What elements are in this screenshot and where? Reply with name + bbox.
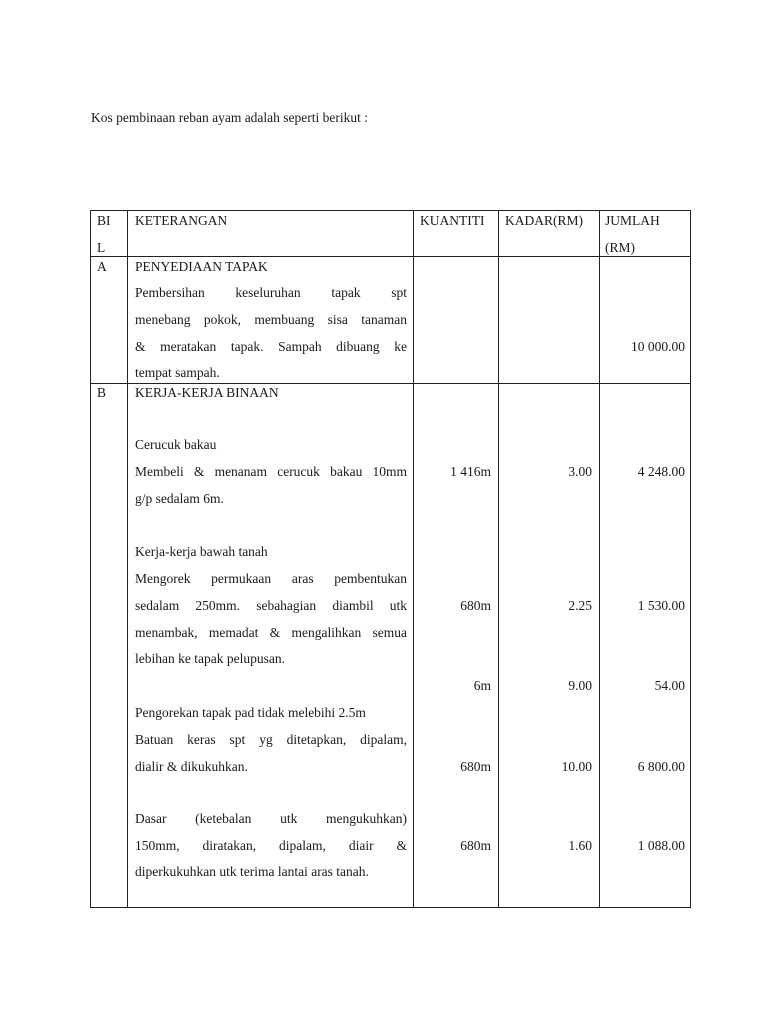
row-a-title: PENYEDIAAN TAPAK [135, 259, 268, 274]
dasar-desc-line: Dasar (ketebalan utk mengukuhkan) [135, 811, 407, 826]
row-divider [91, 256, 690, 257]
row-a-desc-line: & meratakan tapak. Sampah dibuang ke [135, 339, 407, 354]
row-a-jumlah: 10 000.00 [631, 339, 685, 354]
cerucuk-heading: Cerucuk bakau [135, 437, 217, 452]
row-a-desc-line: Pembersihan keseluruhan tapak spt [135, 285, 407, 300]
batuan-kadar: 10.00 [561, 759, 592, 774]
batuan-desc-line: dialir & dikukuhkan. [135, 759, 248, 774]
cerucuk-desc-line: Membeli & menanam cerucuk bakau 10mm [135, 464, 407, 479]
row-divider [91, 383, 690, 384]
pad-heading: Pengorekan tapak pad tidak melebihi 2.5m [135, 705, 366, 720]
bawah-tanah-kadar: 2.25 [568, 598, 592, 613]
column-divider [413, 211, 414, 907]
bawah-tanah-desc-line: sedalam 250mm. sebahagian diambil utk [135, 598, 407, 613]
dasar-kadar: 1.60 [568, 838, 592, 853]
row-a-bil: A [97, 259, 107, 274]
header-kuantiti: KUANTITI [420, 213, 485, 228]
header-jumlah: JUMLAH [605, 213, 660, 228]
bawah-tanah-desc-line: menambak, memadat & mengalihkan semua [135, 625, 407, 640]
cerucuk-kuantiti: 1 416m [450, 464, 491, 479]
column-divider [127, 211, 128, 907]
batuan-kuantiti: 680m [460, 759, 491, 774]
header-bil: BI [97, 213, 111, 228]
dasar-desc-line: 150mm, diratakan, dipalam, diair & [135, 838, 407, 853]
batuan-desc-line: Batuan keras spt yg ditetapkan, dipalam, [135, 732, 407, 747]
header-jumlah-unit: (RM) [605, 240, 635, 255]
cerucuk-jumlah: 4 248.00 [637, 464, 685, 479]
dasar-desc-line: diperkukuhkan utk terima lantai aras tanah. [135, 864, 369, 879]
bawah-tanah-desc-line: Mengorek permukaan aras pembentukan [135, 571, 407, 586]
header-kadar: KADAR(RM) [505, 213, 584, 228]
bawah-tanah-heading: Kerja-kerja bawah tanah [135, 544, 268, 559]
pad-kuantiti: 6m [473, 678, 491, 693]
bawah-tanah-desc-line: lebihan ke tapak pelupusan. [135, 651, 285, 666]
row-b-bil: B [97, 385, 107, 400]
pad-kadar: 9.00 [568, 678, 592, 693]
pad-jumlah: 54.00 [654, 678, 685, 693]
dasar-jumlah: 1 088.00 [637, 838, 685, 853]
row-a-desc-line: tempat sampah. [135, 365, 220, 380]
cerucuk-kadar: 3.00 [568, 464, 592, 479]
row-b-title: KERJA-KERJA BINAAN [135, 385, 279, 400]
bawah-tanah-kuantiti: 680m [460, 598, 491, 613]
header-keterangan: KETERANGAN [135, 213, 228, 228]
dasar-kuantiti: 680m [460, 838, 491, 853]
column-divider [498, 211, 499, 907]
row-a-desc-line: menebang pokok, membuang sisa tanaman [135, 312, 407, 327]
bawah-tanah-jumlah: 1 530.00 [637, 598, 685, 613]
intro-text: Kos pembinaan reban ayam adalah seperti berikut : [91, 110, 369, 125]
cost-table [90, 210, 691, 908]
cerucuk-desc-line: g/p sedalam 6m. [135, 491, 224, 506]
batuan-jumlah: 6 800.00 [637, 759, 685, 774]
header-bil-cont: L [97, 240, 106, 255]
column-divider [599, 211, 600, 907]
